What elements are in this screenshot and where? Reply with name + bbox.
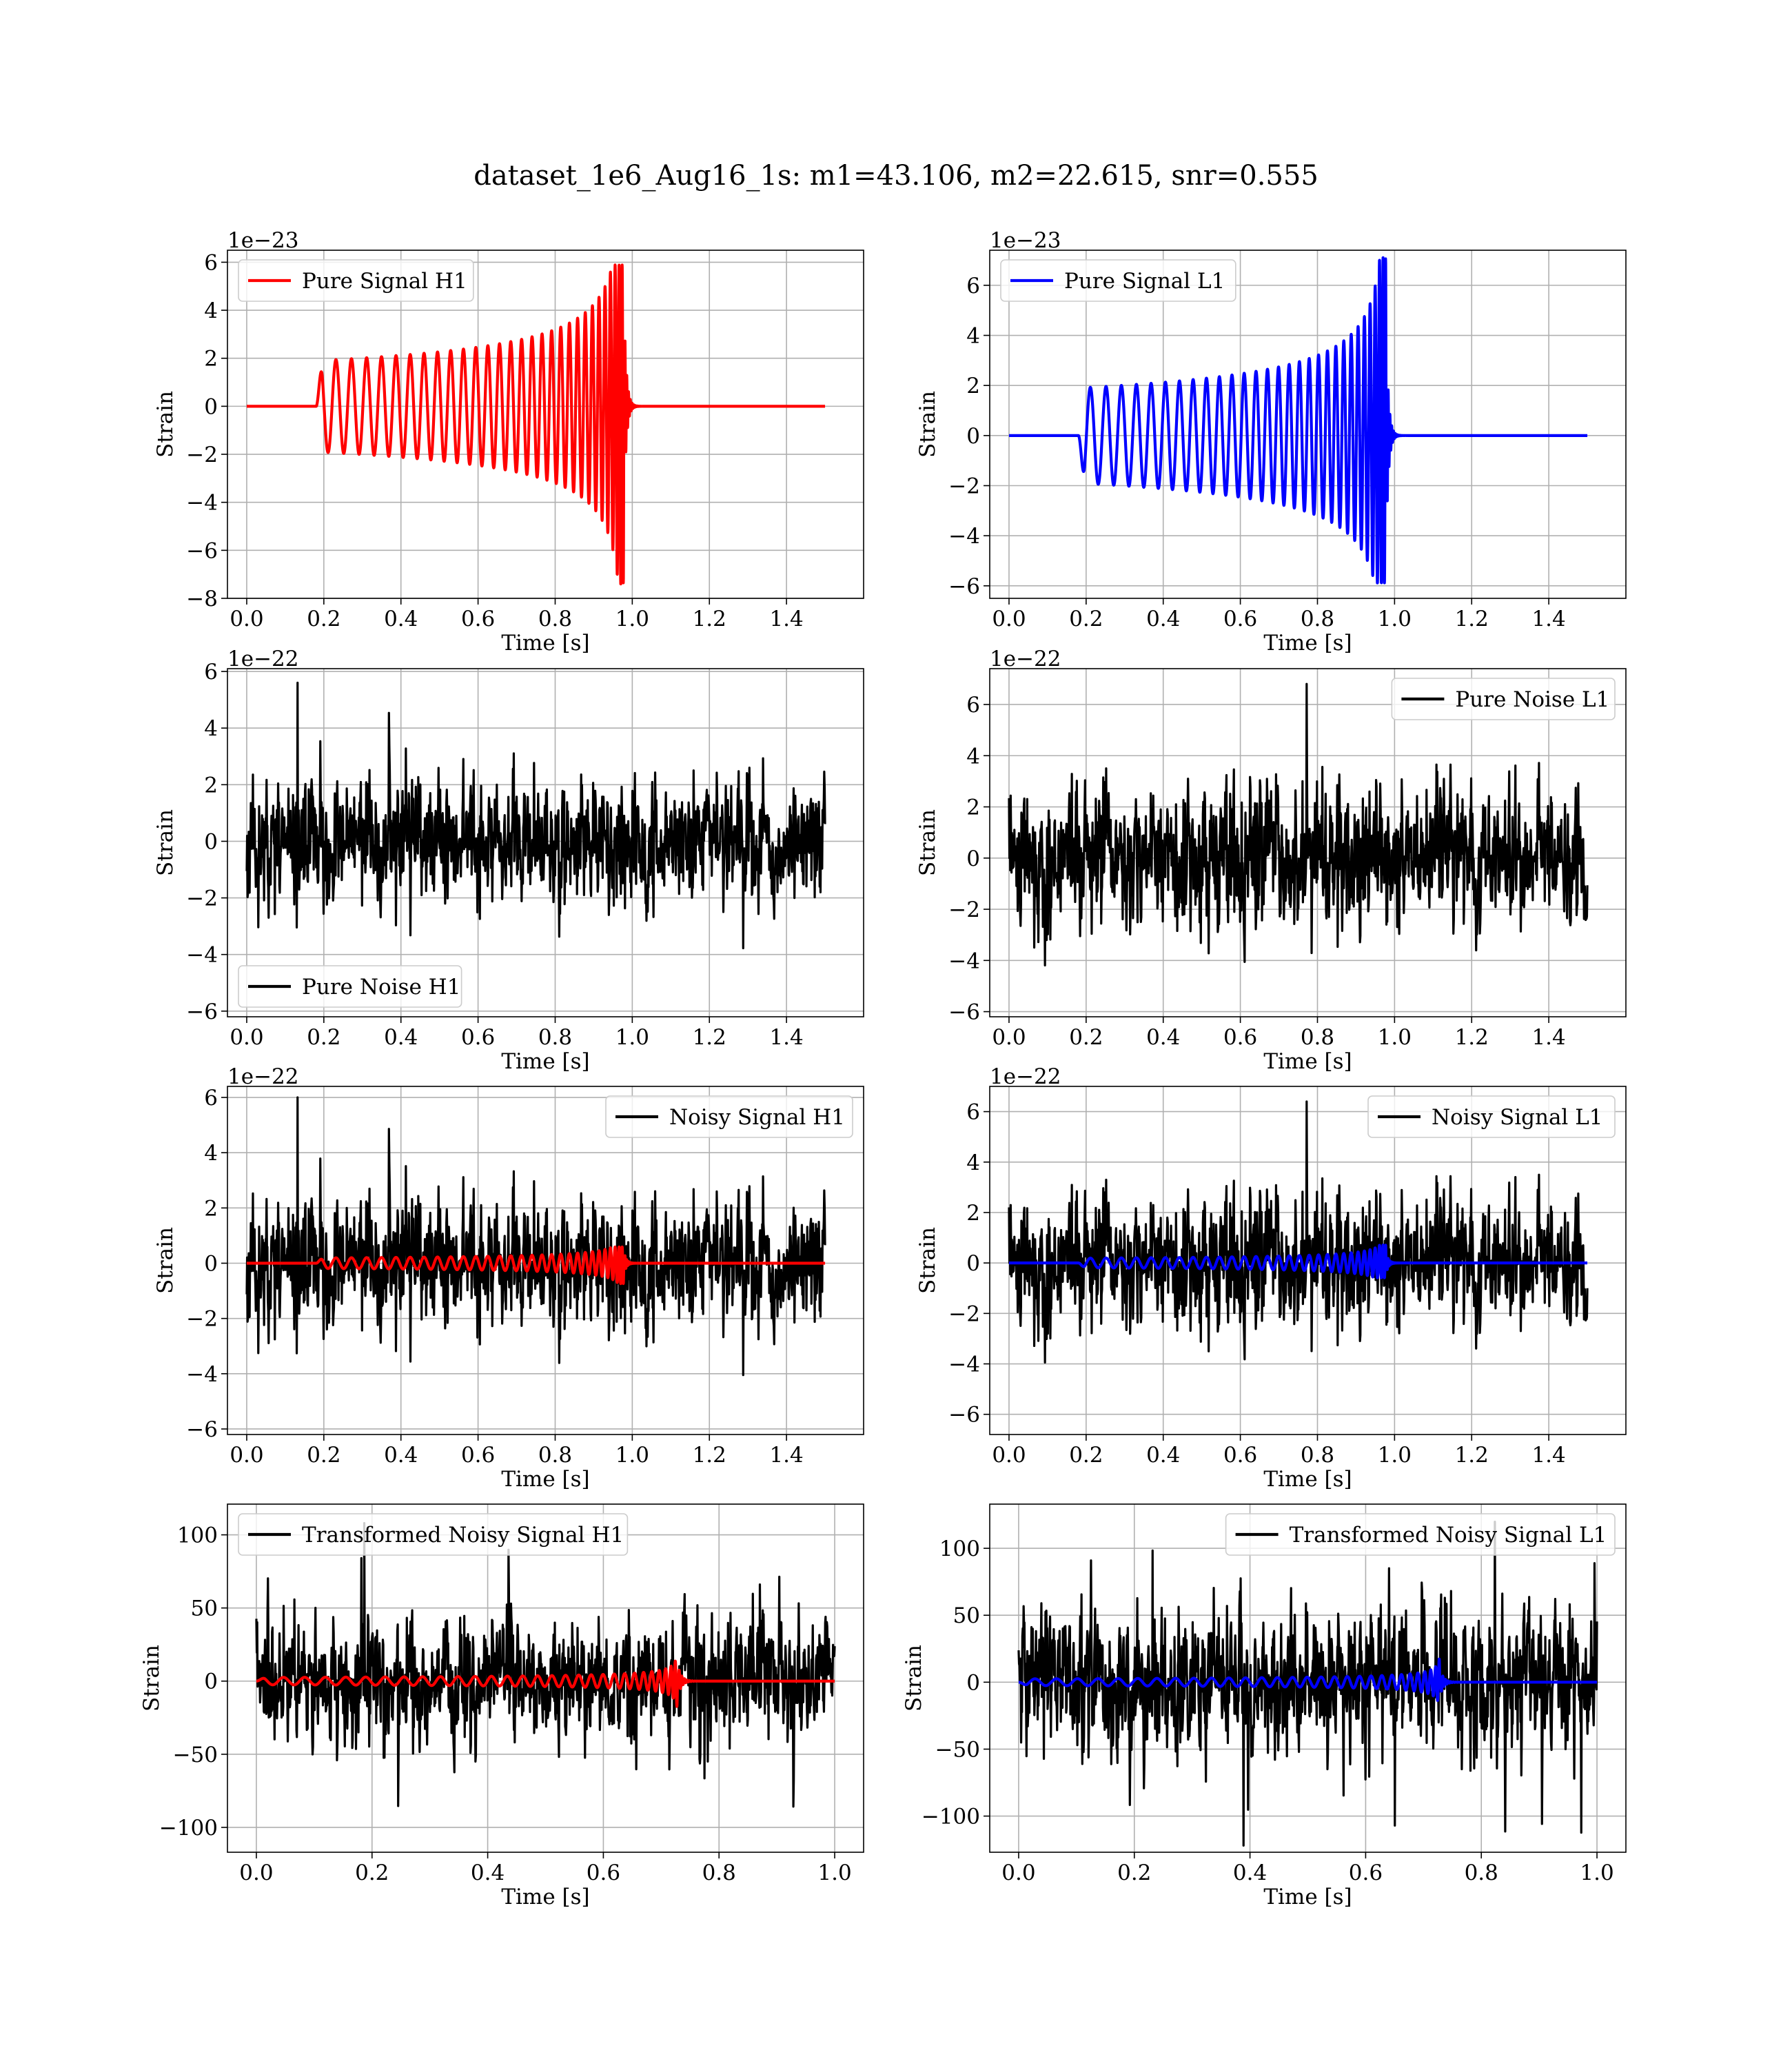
- x-tick-label: 0.2: [1069, 607, 1103, 631]
- y-tick-label: 4: [204, 716, 218, 742]
- h1-noisy-signal-y-axis-label: Strain: [153, 1227, 178, 1294]
- l1-pure-signal-plot-area: [1009, 258, 1587, 583]
- y-tick-label: 6: [966, 1099, 980, 1125]
- x-tick-label: 1.0: [817, 1861, 852, 1885]
- x-tick-label: 0.0: [230, 1025, 264, 1050]
- legend-label: Pure Noise H1: [302, 975, 461, 1000]
- y-tick-label: 4: [966, 744, 980, 769]
- y-tick-label: −4: [948, 1352, 980, 1377]
- legend-label: Noisy Signal L1: [1432, 1105, 1603, 1130]
- y-tick-label: −6: [948, 1402, 980, 1428]
- h1-pure-noise-series-0: [247, 683, 825, 949]
- y-tick-label: 0: [204, 829, 218, 855]
- y-tick-label: 100: [939, 1537, 980, 1562]
- y-tick-label: 6: [204, 1086, 218, 1111]
- y-tick-label: −50: [172, 1742, 218, 1767]
- x-tick-label: 1.4: [1531, 1025, 1566, 1050]
- x-tick-label: 0.6: [586, 1861, 621, 1885]
- x-tick-label: 0.0: [992, 607, 1026, 631]
- h1-transformed-x-axis-label: Time [s]: [501, 1885, 590, 1909]
- l1-noisy-signal-series-0: [1009, 1102, 1587, 1363]
- y-tick-label: −100: [159, 1815, 218, 1841]
- x-tick-label: 1.4: [769, 1443, 804, 1468]
- x-tick-label: 0.4: [384, 607, 418, 631]
- y-tick-label: −2: [948, 474, 980, 499]
- x-tick-label: 0.0: [230, 607, 264, 631]
- x-tick-label: 1.4: [769, 607, 804, 631]
- y-tick-label: 6: [204, 660, 218, 685]
- y-tick-label: −6: [186, 1417, 218, 1442]
- y-tick-label: 50: [190, 1596, 218, 1621]
- x-tick-label: 0.8: [1300, 607, 1335, 631]
- h1-pure-signal-series-0: [247, 265, 825, 584]
- x-tick-label: 1.2: [692, 1025, 726, 1050]
- l1-pure-signal-subplot: [915, 228, 1626, 656]
- x-tick-label: 0.6: [1223, 1025, 1258, 1050]
- x-tick-label: 0.8: [538, 1025, 573, 1050]
- y-tick-label: 4: [204, 298, 218, 324]
- h1-transformed-y-axis-label: Strain: [139, 1645, 164, 1712]
- y-tick-label: −6: [948, 1000, 980, 1025]
- l1-pure-noise-subplot: [915, 647, 1626, 1074]
- l1-pure-signal-x-axis-label: Time [s]: [1263, 631, 1352, 656]
- h1-pure-noise-x-axis-label: Time [s]: [501, 1049, 590, 1074]
- y-tick-label: 6: [204, 250, 218, 276]
- y-tick-label: 2: [204, 1196, 218, 1221]
- y-tick-label: −4: [186, 942, 218, 968]
- y-tick-label: −2: [186, 443, 218, 468]
- l1-pure-signal-legend: [1001, 260, 1236, 301]
- x-tick-label: 0.4: [384, 1025, 418, 1050]
- x-tick-label: 0.0: [992, 1025, 1026, 1050]
- y-tick-label: 4: [966, 1150, 980, 1175]
- h1-pure-signal-y-axis-label: Strain: [153, 391, 178, 458]
- h1-pure-noise-subplot: [153, 647, 864, 1074]
- x-tick-label: 0.8: [1464, 1861, 1498, 1885]
- h1-noisy-signal-legend: [606, 1096, 853, 1137]
- l1-pure-noise-legend: [1392, 678, 1615, 720]
- y-tick-label: 0: [204, 394, 218, 420]
- y-tick-label: 0: [204, 1669, 218, 1694]
- x-tick-label: 1.2: [692, 1443, 726, 1468]
- l1-pure-noise-x-axis-label: Time [s]: [1263, 1049, 1352, 1074]
- h1-noisy-signal-offset-text: 1e−22: [227, 1064, 299, 1089]
- y-tick-label: −50: [935, 1737, 980, 1763]
- x-tick-label: 0.4: [1146, 607, 1181, 631]
- l1-pure-signal-y-axis-label: Strain: [915, 391, 940, 458]
- x-tick-label: 0.2: [1069, 1443, 1103, 1468]
- x-tick-label: 0.2: [307, 1025, 341, 1050]
- x-tick-label: 0.2: [1069, 1025, 1103, 1050]
- h1-pure-signal-plot-area: [247, 265, 825, 584]
- y-tick-label: −2: [948, 1301, 980, 1327]
- x-tick-label: 0.0: [992, 1443, 1026, 1468]
- legend-label: Pure Signal L1: [1064, 269, 1225, 294]
- subplots: [139, 228, 1626, 1909]
- y-tick-label: 0: [966, 1251, 980, 1277]
- legend-label: Noisy Signal H1: [669, 1105, 845, 1130]
- l1-noisy-signal-legend: [1368, 1096, 1615, 1137]
- x-tick-label: 0.2: [307, 607, 341, 631]
- x-tick-label: 0.6: [460, 607, 496, 631]
- l1-pure-noise-series-0: [1009, 684, 1587, 965]
- y-tick-label: 2: [204, 346, 218, 372]
- x-tick-label: 1.0: [615, 607, 650, 631]
- x-tick-label: 1.2: [1454, 1025, 1489, 1050]
- x-tick-label: 0.8: [538, 1443, 573, 1468]
- l1-transformed-x-axis-label: Time [s]: [1263, 1885, 1352, 1909]
- l1-transformed-y-axis-label: Strain: [902, 1645, 926, 1712]
- y-tick-label: 2: [204, 773, 218, 798]
- x-tick-label: 1.2: [692, 607, 726, 631]
- x-tick-label: 0.0: [230, 1443, 264, 1468]
- h1-transformed-subplot: [139, 1504, 864, 1909]
- h1-transformed-legend: [238, 1514, 627, 1555]
- h1-pure-noise-y-axis-label: Strain: [153, 809, 178, 876]
- x-tick-label: 0.4: [1146, 1025, 1181, 1050]
- x-tick-label: 0.8: [1300, 1443, 1335, 1468]
- l1-pure-signal-offset-text: 1e−23: [990, 228, 1061, 253]
- x-tick-label: 0.6: [1223, 607, 1258, 631]
- y-tick-label: 6: [966, 273, 980, 298]
- legend-label: Transformed Noisy Signal H1: [302, 1523, 624, 1548]
- h1-transformed-plot-area: [256, 1523, 835, 1807]
- x-tick-label: 1.0: [1377, 607, 1412, 631]
- y-tick-label: −100: [921, 1804, 980, 1829]
- l1-pure-signal-series-0: [1009, 258, 1587, 583]
- x-tick-label: 1.0: [615, 1443, 650, 1468]
- x-tick-label: 0.0: [1001, 1861, 1036, 1885]
- y-tick-label: −4: [948, 524, 980, 549]
- x-tick-label: 0.2: [1117, 1861, 1152, 1885]
- x-tick-label: 0.8: [538, 607, 573, 631]
- y-tick-label: 4: [966, 323, 980, 349]
- y-tick-label: −2: [186, 1306, 218, 1332]
- x-tick-label: 0.6: [1348, 1861, 1383, 1885]
- h1-noisy-signal-subplot: [153, 1064, 864, 1492]
- x-tick-label: 0.4: [384, 1443, 418, 1468]
- x-tick-label: 0.4: [1146, 1443, 1181, 1468]
- l1-transformed-legend: [1226, 1514, 1615, 1555]
- y-tick-label: −4: [186, 1361, 218, 1387]
- x-tick-label: 0.4: [1232, 1861, 1267, 1885]
- l1-transformed-plot-area: [1019, 1522, 1597, 1846]
- y-tick-label: −6: [186, 999, 218, 1024]
- legend-label: Transformed Noisy Signal L1: [1289, 1523, 1607, 1548]
- legend-label: Pure Signal H1: [302, 269, 467, 294]
- x-tick-label: 0.8: [1300, 1025, 1335, 1050]
- x-tick-label: 0.2: [355, 1861, 389, 1885]
- y-tick-label: 0: [966, 846, 980, 871]
- l1-noisy-signal-subplot: [915, 1064, 1626, 1492]
- y-tick-label: −2: [948, 898, 980, 923]
- h1-pure-signal-subplot: [153, 228, 864, 656]
- l1-pure-noise-plot-area: [1009, 684, 1587, 965]
- x-tick-label: 0.6: [460, 1025, 496, 1050]
- h1-pure-signal-x-axis-label: Time [s]: [501, 631, 590, 656]
- l1-noisy-signal-y-axis-label: Strain: [915, 1227, 940, 1294]
- x-tick-label: 1.0: [615, 1025, 650, 1050]
- h1-pure-signal-offset-text: 1e−23: [227, 228, 299, 253]
- x-tick-label: 0.6: [460, 1443, 496, 1468]
- h1-noisy-signal-plot-area: [247, 1097, 825, 1375]
- l1-pure-noise-offset-text: 1e−22: [990, 647, 1061, 671]
- h1-pure-noise-legend: [238, 966, 462, 1007]
- y-tick-label: 2: [966, 795, 980, 820]
- y-tick-label: −6: [948, 574, 980, 599]
- x-tick-label: 1.0: [1377, 1025, 1412, 1050]
- y-tick-label: 2: [966, 374, 980, 399]
- y-tick-label: 6: [966, 692, 980, 718]
- l1-noisy-signal-x-axis-label: Time [s]: [1263, 1467, 1352, 1492]
- y-tick-label: 100: [176, 1523, 218, 1548]
- y-tick-label: −4: [948, 949, 980, 974]
- l1-transformed-subplot: [902, 1504, 1626, 1909]
- h1-transformed-series-0: [256, 1523, 835, 1807]
- x-tick-label: 0.6: [1223, 1443, 1258, 1468]
- h1-noisy-signal-series-0: [247, 1097, 825, 1375]
- l1-noisy-signal-plot-area: [1009, 1102, 1587, 1363]
- x-tick-label: 1.2: [1454, 607, 1489, 631]
- y-tick-label: −4: [186, 490, 218, 516]
- y-tick-label: 0: [966, 1670, 980, 1696]
- x-tick-label: 0.2: [307, 1443, 341, 1468]
- x-tick-label: 1.4: [1531, 1443, 1566, 1468]
- y-tick-label: 50: [953, 1603, 980, 1629]
- l1-pure-noise-y-axis-label: Strain: [915, 809, 940, 876]
- y-tick-label: 4: [204, 1141, 218, 1166]
- h1-pure-noise-offset-text: 1e−22: [227, 647, 299, 671]
- x-tick-label: 1.4: [769, 1025, 804, 1050]
- x-tick-label: 1.0: [1377, 1443, 1412, 1468]
- x-tick-label: 0.4: [470, 1861, 505, 1885]
- x-tick-label: 1.4: [1531, 607, 1566, 631]
- y-tick-label: −8: [186, 587, 218, 611]
- legend-label: Pure Noise L1: [1455, 687, 1610, 712]
- x-tick-label: 0.8: [702, 1861, 736, 1885]
- y-tick-label: 2: [966, 1200, 980, 1226]
- y-tick-label: 0: [966, 423, 980, 449]
- l1-noisy-signal-offset-text: 1e−22: [990, 1064, 1061, 1089]
- h1-pure-signal-legend: [238, 260, 474, 301]
- figure-title: dataset_1e6_Aug16_1s: m1=43.106, m2=22.615, snr=0.555: [474, 160, 1318, 192]
- x-tick-label: 1.0: [1580, 1861, 1614, 1885]
- h1-pure-noise-plot-area: [247, 683, 825, 949]
- h1-noisy-signal-x-axis-label: Time [s]: [501, 1467, 590, 1492]
- y-tick-label: −2: [186, 886, 218, 911]
- y-tick-label: 0: [204, 1251, 218, 1277]
- y-tick-label: −6: [186, 538, 218, 564]
- x-tick-label: 0.0: [239, 1861, 274, 1885]
- x-tick-label: 1.2: [1454, 1443, 1489, 1468]
